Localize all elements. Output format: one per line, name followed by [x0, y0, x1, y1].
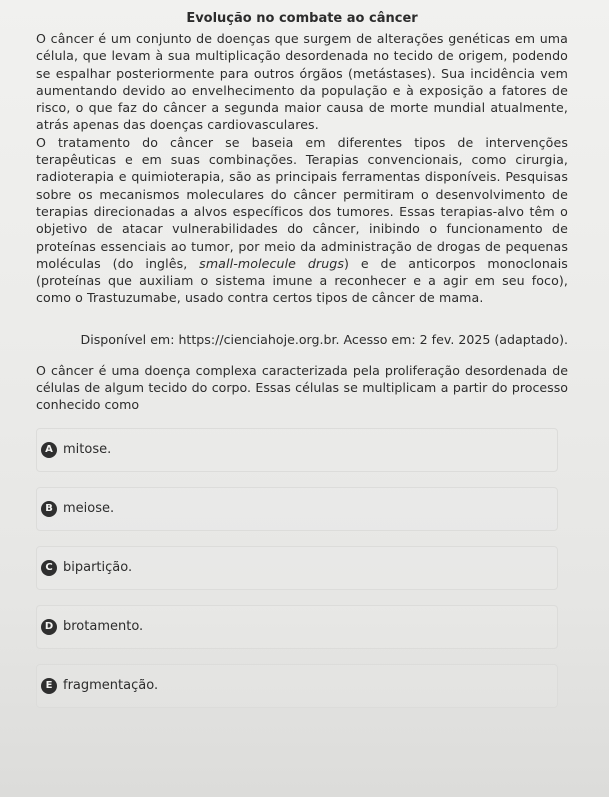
option-a-text: mitose. — [63, 442, 112, 458]
paragraph-1: O câncer é um conjunto de doenças que surgem de alterações genéticas em uma célula, que levam à sua multiplicação desordenada no tecido de origem, podendo se espalhar posteriormente para outros órgãos (metástases). Sua incidência vem aumentando devido ao envelhecimento da população e à exposição a fatores de risco, o que faz do câncer a segunda maior causa de morte mundial atualmente, atrás apenas das doenças cardiovasculares. — [36, 31, 568, 133]
option-d[interactable] — [36, 605, 558, 649]
option-c[interactable] — [36, 546, 558, 590]
option-d-badge: D — [41, 619, 57, 635]
option-c-badge: C — [41, 560, 57, 576]
paragraph-2-italic: small-molecule drugs — [199, 255, 345, 271]
question-page — [36, 10, 568, 723]
option-e[interactable] — [36, 664, 558, 708]
option-e-text: fragmentação. — [63, 678, 159, 694]
option-b[interactable] — [36, 487, 558, 531]
answer-options — [36, 428, 558, 708]
question-stem: O câncer é uma doença complexa caracterizada pela proliferação desordenada de células de algum tecido do corpo. Essas células se multiplicam a partir do processo conhecido como — [36, 362, 568, 413]
option-b-badge: B — [41, 501, 57, 517]
text-title: Evolução no combate ao câncer — [186, 11, 418, 26]
option-d-text: brotamento. — [63, 619, 144, 635]
paragraph-2-end: ) e de anticorpos monoclonais (proteínas que auxiliam o sistema imune a reconhecer e a agir em seu foco), como o Trastuzumabe, usado contra certos tipos de câncer de mama. — [36, 255, 568, 306]
option-e-badge: E — [41, 678, 57, 694]
option-c-text: bipartição. — [63, 560, 133, 576]
option-a-badge: A — [41, 442, 57, 458]
source-citation: Disponível em: https://cienciahoje.org.br. Acesso em: 2 fev. 2025 (adaptado). — [80, 331, 568, 347]
paragraph-2 — [36, 134, 568, 307]
paragraph-2-start: O tratamento do câncer se baseia em diferentes tipos de intervenções terapêuticas e em suas combinações. Terapias convencionais, como cirurgia, radioterapia e quimioterapia, são as principais ferramentas disponíveis. Pesquisas sobre os mecanismos moleculares do câncer permitiram o desenvolvimento de terapias direcionadas a alvos específicos dos tumores. Essas terapias-alvo têm o objetivo de atacar vulnerabilidades do câncer, inibindo o funcionamento de proteínas essenciais ao tumor, por meio da administração de drogas de pequenas moléculas (do inglês, — [36, 134, 568, 271]
option-b-text: meiose. — [63, 501, 115, 517]
option-a[interactable] — [36, 428, 558, 472]
